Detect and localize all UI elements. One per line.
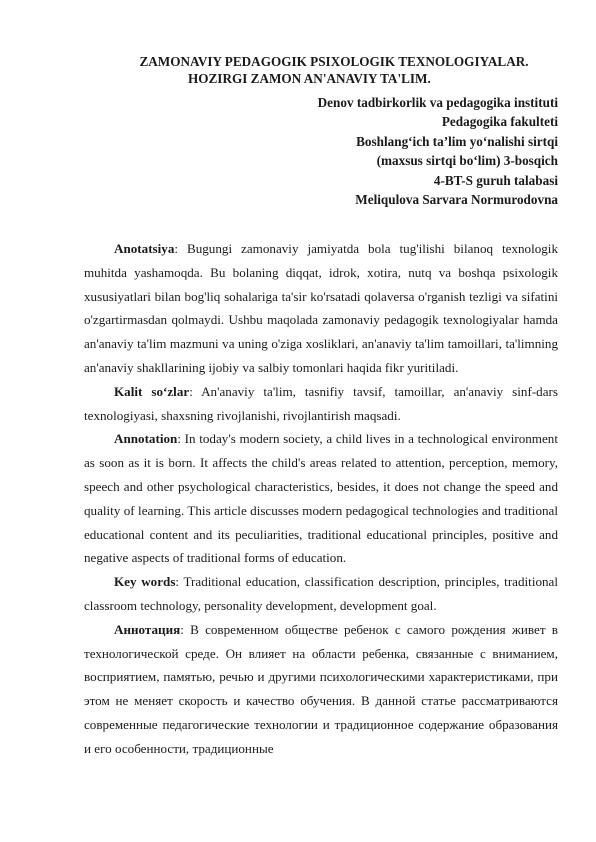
author-block bbox=[318, 93, 558, 209]
department-name: Boshlang‘ich ta’lim yo‘nalishi sirtqi bbox=[356, 133, 558, 149]
title-line-2: HOZIRGI ZAMON AN'ANAVIY TA'LIM. bbox=[188, 71, 431, 86]
title-line-1: ZAMONAVIY PEDAGOGIK PSIXOLOGIK TEXNOLOGIYALAR. bbox=[139, 54, 529, 69]
study-level: (maxsus sirtqi bo‘lim) 3-bosqich bbox=[376, 153, 558, 169]
keywords-en-label: Key words bbox=[114, 574, 176, 590]
keywords-uz-label: Kalit so‘zlar bbox=[114, 383, 190, 399]
abstract-en-label: Annotation bbox=[114, 431, 178, 447]
abstract-uz bbox=[84, 237, 558, 380]
abstract-en bbox=[84, 427, 558, 570]
abstract-ru-label: Аннотация bbox=[114, 621, 181, 637]
keywords-en-text: : Traditional education, classification description, principles, traditional classroom technology, personality development, development goal. bbox=[84, 574, 559, 613]
abstract-uz-text: : Bugungi zamonaviy jamiyatda bola tug'ilishi bilanoq texnologik muhitda yashamoqda. Bu bolaning diqqat, idrok, xotira, nutq va boshqa psixologik xususiyatlari bilan bog'liq sohalariga ta'sir ko'rsatadi qolaversa o'rganish tezligi va sifatini o'zgartirmasdan qolmaydi. Ushbu maqolada zamonaviy pedagogik texnologiyalar hamda an'anaviy ta'lim mazmuni va uning o'ziga xosliklari, an'anaviy ta'lim tamoillari, ta'limning an'anaviy shakllarining ijobiy va salbiy tomonlari haqida fikr yuritiladi. bbox=[84, 241, 558, 375]
institute-name: Denov tadbirkorlik va pedagogika instituti bbox=[317, 95, 558, 110]
faculty-name: Pedagogika fakulteti bbox=[441, 114, 558, 130]
article-title bbox=[84, 53, 584, 87]
abstract-ru-text: : В современном обществе ребенок с самого рождения живет в технологической среде. Он влияет на области ребенка, связанные с вниманием, восприятием, памятью, речью и другими психологическими характеристиками, при этом не меняет скорость и качество обучения. В данной статье рассматриваются современные педагогические технологии и традиционное содержание образования и его особенности, традиционные bbox=[84, 621, 558, 756]
abstract-uz-label: Anotatsiya bbox=[114, 241, 175, 256]
article-body bbox=[84, 237, 558, 761]
keywords-en bbox=[84, 570, 558, 618]
keywords-uz-text: : An'anaviy ta'lim, tasnifiy tavsif, tamoillar, an'anaviy sinf-dars texnologiyasi, shaxsning rivojlanishi, rivojlantirish maqsadi. bbox=[84, 383, 558, 423]
author-name: Meliqulova Sarvara Normurodovna bbox=[355, 192, 558, 208]
abstract-ru bbox=[84, 618, 558, 761]
keywords-uz bbox=[84, 380, 558, 428]
student-group: 4-BT-S guruh talabasi bbox=[433, 172, 558, 188]
abstract-en-text: : In today's modern society, a child lives in a technological environment as soon as it is born. It affects the child's areas related to attention, perception, memory, speech and other psychological characteristics, besides, it does not change the speed and quality of learning. This article discusses modern pedagogical technologies and traditional educational content and its peculiarities, traditional educational principles, positive and negative aspects of traditional forms of education. bbox=[84, 431, 558, 566]
